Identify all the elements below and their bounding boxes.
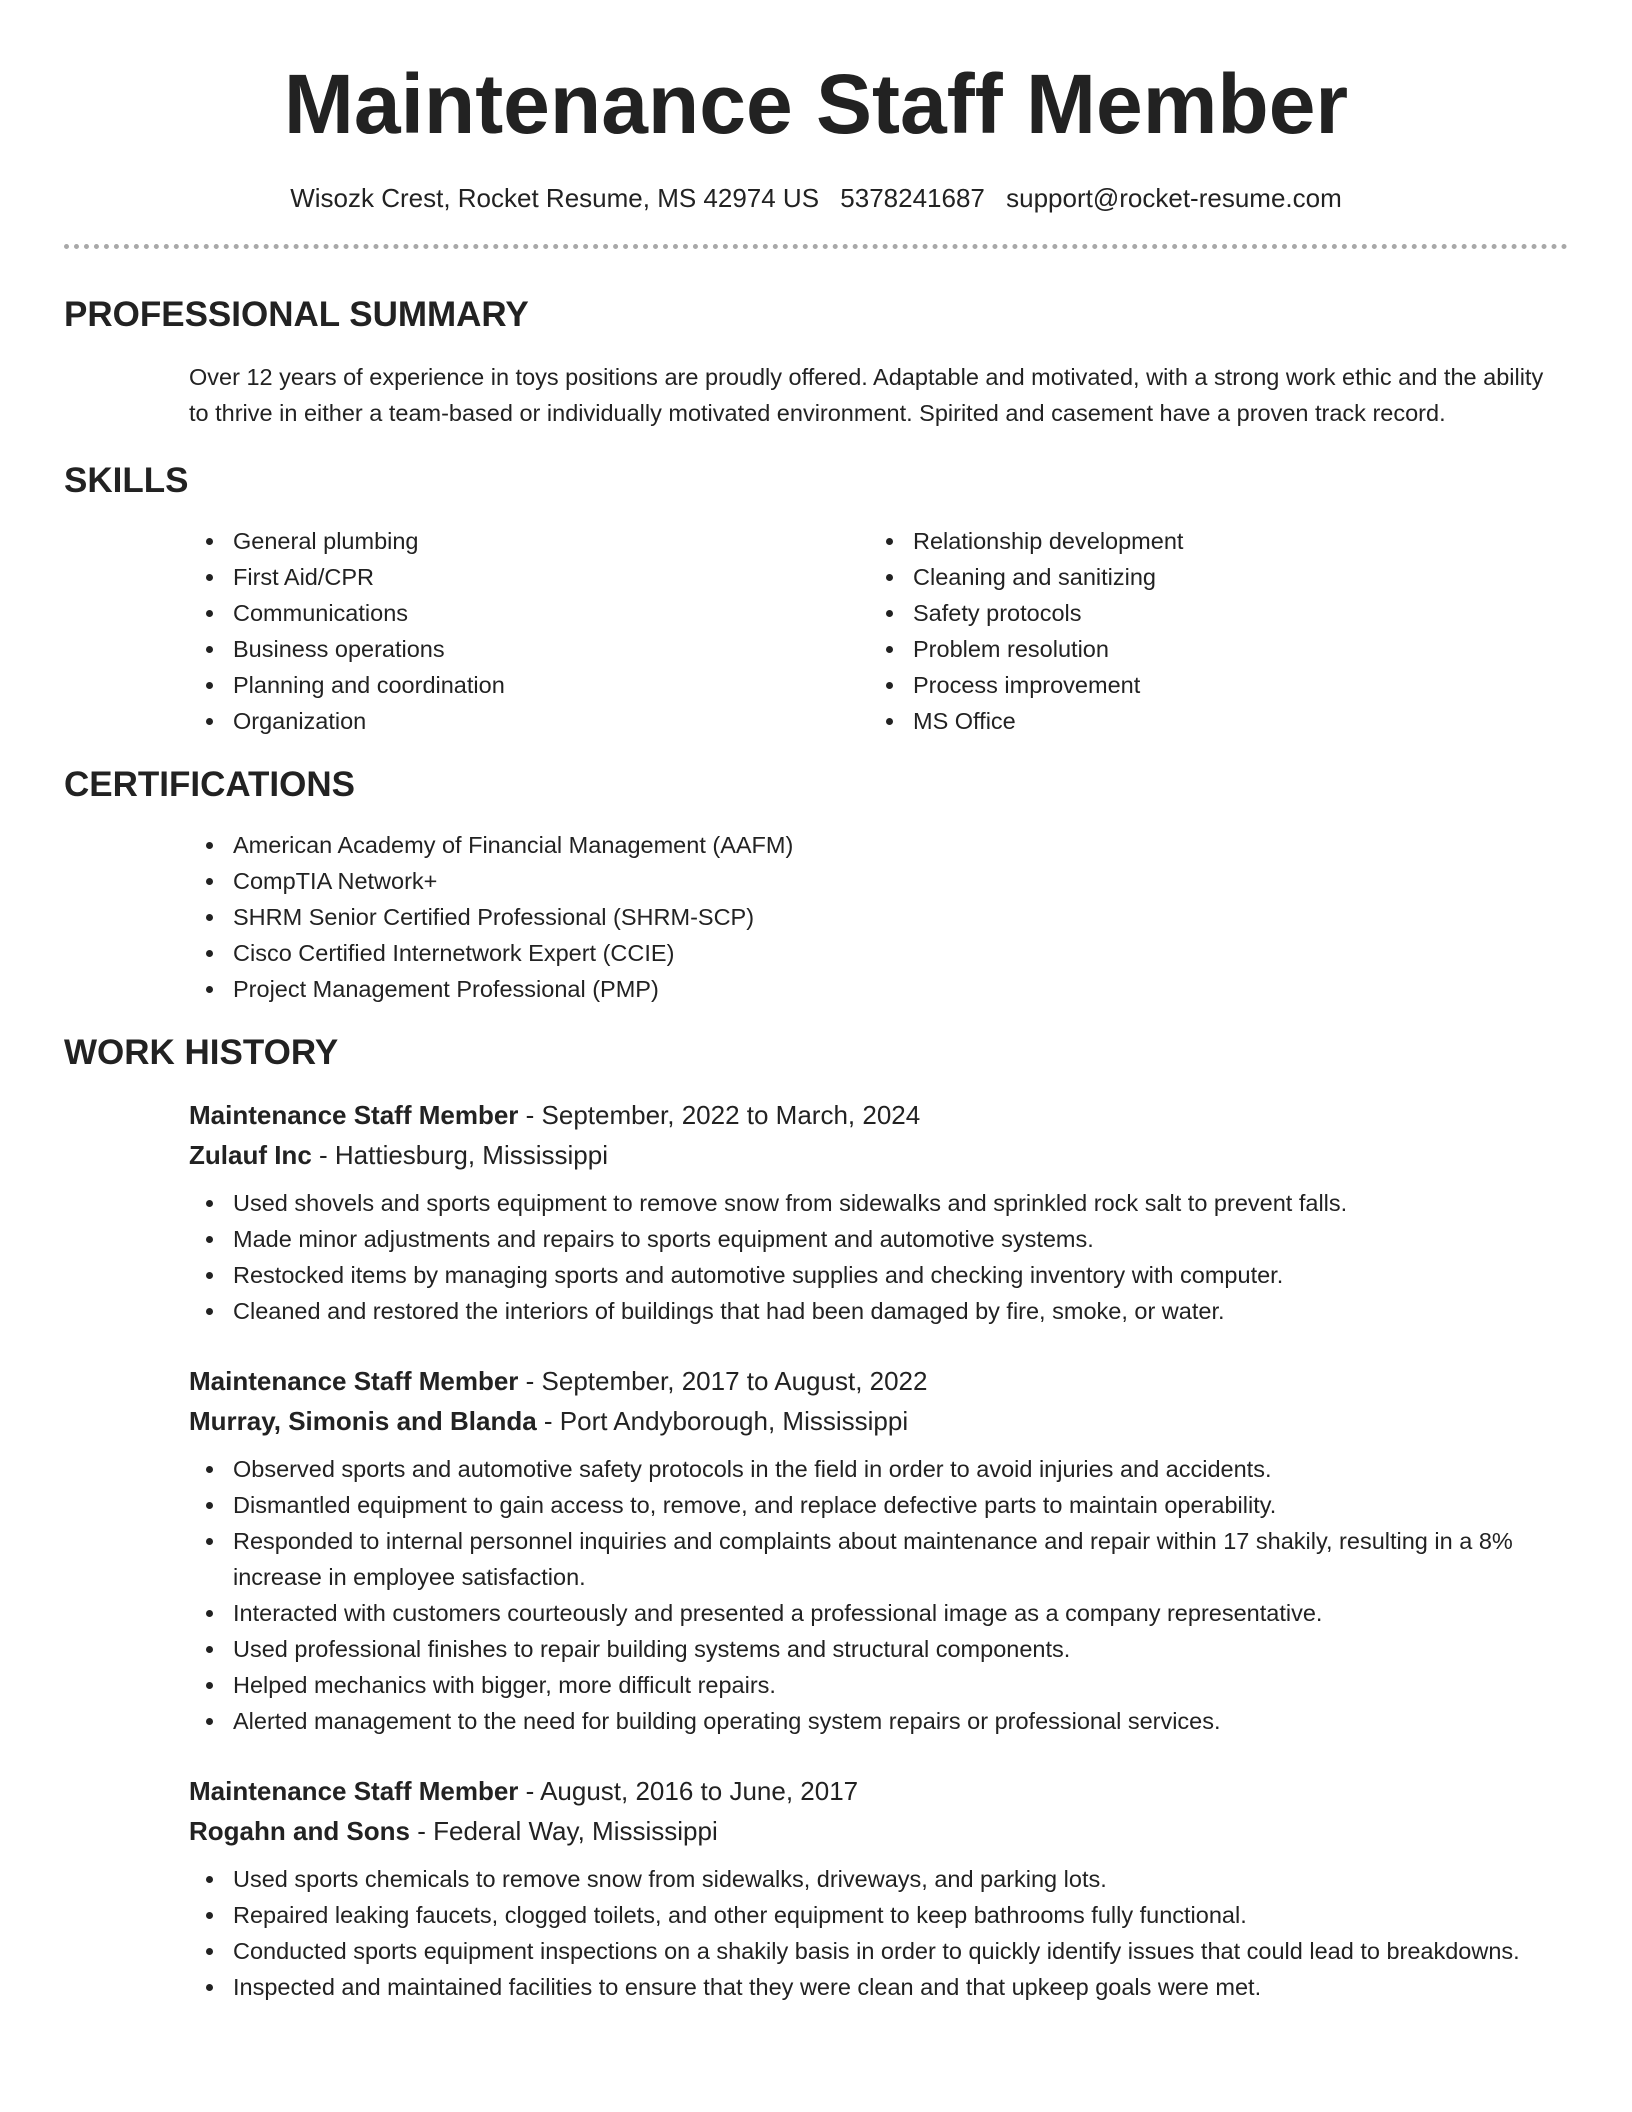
contact-address: Wisozk Crest, Rocket Resume, MS 42974 US (290, 183, 820, 213)
skill-item: Process improvement (869, 667, 1183, 703)
job-company: Rogahn and Sons (189, 1816, 410, 1846)
resume-page (64, 0, 1568, 2005)
job-dates: - August, 2016 to June, 2017 (518, 1776, 859, 1806)
job-entry (189, 1771, 1568, 2005)
skill-item: Business operations (189, 631, 869, 667)
work-history-heading: WORK HISTORY (64, 1033, 339, 1072)
certifications-heading: CERTIFICATIONS (64, 765, 356, 804)
job-bullet: Used sports chemicals to remove snow from sidewalks, driveways, and parking lots. (189, 1861, 1568, 1897)
job-company: Zulauf Inc (189, 1140, 312, 1170)
job-title-line (189, 1771, 1568, 1811)
job-role: Maintenance Staff Member (189, 1100, 519, 1130)
certification-item: Project Management Professional (PMP) (189, 971, 1568, 1007)
skill-item: Cleaning and sanitizing (869, 559, 1183, 595)
job-company-line (189, 1401, 1568, 1441)
job-bullet: Repaired leaking faucets, clogged toilets, and other equipment to keep bathrooms fully functional. (189, 1897, 1568, 1933)
job-bullets (189, 1451, 1568, 1739)
job-bullet: Alerted management to the need for building operating system repairs or professional services. (189, 1703, 1568, 1739)
skills-heading: SKILLS (64, 461, 189, 500)
job-location: - Port Andyborough, Mississippi (536, 1406, 909, 1436)
skill-item: Problem resolution (869, 631, 1183, 667)
job-location: - Hattiesburg, Mississippi (311, 1140, 608, 1170)
contact-line (64, 182, 1568, 214)
job-bullet: Inspected and maintained facilities to ensure that they were clean and that upkeep goals were met. (189, 1969, 1568, 2005)
summary-text: Over 12 years of experience in toys positions are proudly offered. Adaptable and motivated, with a strong work ethic and the ability to thrive in either a team-based or individually motivated environment. Spirited and casement have a proven track record. (189, 364, 1544, 426)
job-bullet: Dismantled equipment to gain access to, remove, and replace defective parts to maintain operability. (189, 1487, 1568, 1523)
job-role: Maintenance Staff Member (189, 1366, 519, 1396)
job-dates: - September, 2022 to March, 2024 (518, 1100, 921, 1130)
job-company: Murray, Simonis and Blanda (189, 1406, 537, 1436)
job-bullet: Made minor adjustments and repairs to sports equipment and automotive systems. (189, 1221, 1568, 1257)
job-bullet: Conducted sports equipment inspections on a shakily basis in order to quickly identify issues that could lead to breakdowns. (189, 1933, 1568, 1969)
job-bullet: Used professional finishes to repair building systems and structural components. (189, 1631, 1568, 1667)
skill-item: Relationship development (869, 523, 1183, 559)
job-bullet: Used shovels and sports equipment to remove snow from sidewalks and sprinkled rock salt to prevent falls. (189, 1185, 1568, 1221)
job-bullet: Interacted with customers courteously and presented a professional image as a company representative. (189, 1595, 1568, 1631)
resume-name: Maintenance Staff Member (283, 57, 1349, 151)
skills-column-right (869, 523, 1183, 739)
skill-item: MS Office (869, 703, 1183, 739)
job-title-line (189, 1095, 1568, 1135)
job-company-line (189, 1135, 1568, 1175)
job-bullet: Responded to internal personnel inquiries and complaints about maintenance and repair within 17 shakily, resulting in a 8% increase in employee satisfaction. (189, 1523, 1568, 1595)
skill-item: General plumbing (189, 523, 869, 559)
contact-phone: 5378241687 (840, 183, 985, 213)
header-divider (64, 244, 1568, 249)
job-role: Maintenance Staff Member (189, 1776, 519, 1806)
job-bullet: Observed sports and automotive safety protocols in the field in order to avoid injuries and accidents. (189, 1451, 1568, 1487)
job-entry (189, 1095, 1568, 1329)
skill-item: Safety protocols (869, 595, 1183, 631)
job-bullets (189, 1185, 1568, 1329)
certification-item: Cisco Certified Internetwork Expert (CCIE) (189, 935, 1568, 971)
summary-heading: PROFESSIONAL SUMMARY (64, 295, 529, 334)
skills-column-left (189, 523, 869, 739)
job-dates: - September, 2017 to August, 2022 (518, 1366, 928, 1396)
job-company-line (189, 1811, 1568, 1851)
skill-item: First Aid/CPR (189, 559, 869, 595)
job-bullet: Restocked items by managing sports and automotive supplies and checking inventory with computer. (189, 1257, 1568, 1293)
job-bullet: Helped mechanics with bigger, more difficult repairs. (189, 1667, 1568, 1703)
contact-email: support@rocket-resume.com (1006, 183, 1342, 213)
certification-item: SHRM Senior Certified Professional (SHRM-SCP) (189, 899, 1568, 935)
skill-item: Planning and coordination (189, 667, 869, 703)
certification-item: CompTIA Network+ (189, 863, 1568, 899)
job-location: - Federal Way, Mississippi (410, 1816, 718, 1846)
job-title-line (189, 1361, 1568, 1401)
skill-item: Communications (189, 595, 869, 631)
job-entry (189, 1361, 1568, 1739)
job-bullet: Cleaned and restored the interiors of buildings that had been damaged by fire, smoke, or water. (189, 1293, 1568, 1329)
job-bullets (189, 1861, 1568, 2005)
certifications-list (189, 827, 1568, 1007)
certification-item: American Academy of Financial Management (AAFM) (189, 827, 1568, 863)
skills-grid (64, 523, 1568, 739)
skill-item: Organization (189, 703, 869, 739)
